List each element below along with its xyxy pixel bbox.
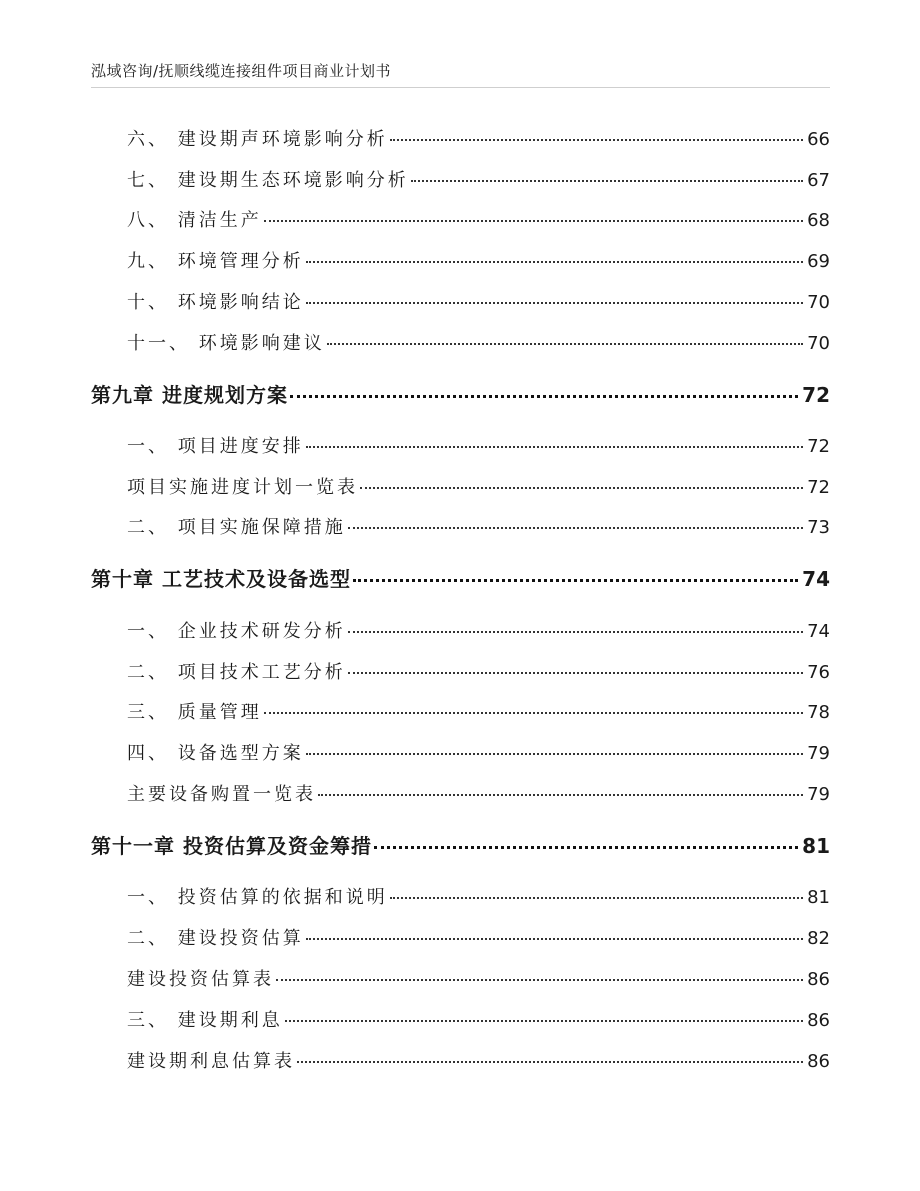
toc-dot-leader <box>348 672 803 674</box>
toc-entry-page: 67 <box>807 170 830 191</box>
toc-entry-page: 69 <box>807 251 830 272</box>
toc-entry[interactable] <box>127 617 830 643</box>
toc-entry-title: 建设投资估算表 <box>127 969 274 990</box>
toc-dot-leader <box>390 897 803 899</box>
toc-entry-title: 九、 环境管理分析 <box>127 251 304 272</box>
toc-entry[interactable] <box>127 1047 830 1073</box>
toc-entry-page: 76 <box>807 662 830 683</box>
toc-entry-title: 七、 建设期生态环境影响分析 <box>127 170 409 191</box>
toc-dot-leader <box>276 979 803 981</box>
toc-dot-leader <box>297 1061 803 1063</box>
toc-dot-leader <box>374 846 798 849</box>
toc-entry-title: 三、 质量管理 <box>127 702 262 723</box>
toc-dot-leader <box>353 579 798 582</box>
toc-entry-title: 项目实施进度计划一览表 <box>127 477 358 498</box>
toc-entry[interactable] <box>127 965 830 991</box>
toc-entry-page: 68 <box>807 210 830 231</box>
toc-entry-title: 三、 建设期利息 <box>127 1010 283 1031</box>
toc-chapter-title: 第十章 工艺技术及设备选型 <box>91 567 351 591</box>
toc-entry-page: 86 <box>807 969 830 990</box>
toc-entry[interactable] <box>127 739 830 765</box>
toc-entry[interactable] <box>127 473 830 499</box>
toc-dot-leader <box>306 446 803 448</box>
toc-chapter-title: 第九章 进度规划方案 <box>91 383 288 407</box>
toc-entry-title: 一、 企业技术研发分析 <box>127 621 346 642</box>
toc-entry[interactable] <box>127 658 830 684</box>
toc-entry[interactable] <box>127 247 830 273</box>
toc-dot-leader <box>306 302 803 304</box>
toc-entry-title: 八、 清洁生产 <box>127 210 262 231</box>
toc-entry-title: 六、 建设期声环境影响分析 <box>127 129 388 150</box>
toc-dot-leader <box>360 487 803 489</box>
toc-entry-title: 一、 项目进度安排 <box>127 436 304 457</box>
toc-entry-page: 72 <box>807 477 830 498</box>
toc-entry-title: 一、 投资估算的依据和说明 <box>127 887 388 908</box>
toc-dot-leader <box>264 220 803 222</box>
toc-entry-page: 81 <box>807 887 830 908</box>
toc-entry[interactable] <box>127 780 830 806</box>
header-divider <box>91 87 830 88</box>
toc-entry-title: 主要设备购置一览表 <box>127 784 316 805</box>
toc-chapter-page: 74 <box>802 567 830 591</box>
toc-entry-page: 78 <box>807 702 830 723</box>
toc-entry[interactable] <box>127 698 830 724</box>
toc-dot-leader <box>264 712 803 714</box>
toc-entry-title: 十、 环境影响结论 <box>127 292 304 313</box>
toc-dot-leader <box>348 527 803 529</box>
toc-entry-page: 70 <box>807 292 830 313</box>
toc-chapter-title: 第十一章 投资估算及资金筹措 <box>91 834 372 858</box>
toc-entry[interactable] <box>127 1006 830 1032</box>
toc-dot-leader <box>390 139 803 141</box>
toc-entry[interactable] <box>127 288 830 314</box>
toc-dot-leader <box>411 180 803 182</box>
toc-entry-page: 74 <box>807 621 830 642</box>
toc-entry-page: 79 <box>807 784 830 805</box>
toc-entry[interactable] <box>127 883 830 909</box>
toc-dot-leader <box>306 938 803 940</box>
toc-chapter-page: 81 <box>802 834 830 858</box>
toc-entry[interactable] <box>127 924 830 950</box>
toc-chapter-page: 72 <box>802 383 830 407</box>
toc-entry-page: 82 <box>807 928 830 949</box>
toc-entry[interactable] <box>127 513 830 539</box>
toc-entry-title: 建设期利息估算表 <box>127 1051 295 1072</box>
toc-dot-leader <box>306 753 803 755</box>
toc-entry-page: 86 <box>807 1010 830 1031</box>
toc-dot-leader <box>318 794 803 796</box>
toc-dot-leader <box>290 395 798 398</box>
toc-chapter-entry[interactable] <box>91 830 830 859</box>
toc-entry[interactable] <box>127 125 830 151</box>
toc-entry-title: 十一、 环境影响建议 <box>127 333 325 354</box>
toc-entry-page: 73 <box>807 517 830 538</box>
toc-entry[interactable] <box>127 329 830 355</box>
toc-dot-leader <box>306 261 803 263</box>
toc-entry[interactable] <box>127 206 830 232</box>
toc-dot-leader <box>285 1020 803 1022</box>
toc-entry-title: 四、 设备选型方案 <box>127 743 304 764</box>
toc-entry-page: 70 <box>807 333 830 354</box>
toc-entry-page: 66 <box>807 129 830 150</box>
toc-entry-page: 79 <box>807 743 830 764</box>
document-header: 泓域咨询/抚顺线缆连接组件项目商业计划书 <box>91 62 392 80</box>
toc-entry-title: 二、 建设投资估算 <box>127 928 304 949</box>
toc-chapter-entry[interactable] <box>91 563 830 592</box>
toc-dot-leader <box>327 343 803 345</box>
toc-entry-title: 二、 项目实施保障措施 <box>127 517 346 538</box>
toc-chapter-entry[interactable] <box>91 379 830 408</box>
toc-entry[interactable] <box>127 432 830 458</box>
toc-entry-title: 二、 项目技术工艺分析 <box>127 662 346 683</box>
toc-entry[interactable] <box>127 166 830 192</box>
toc-dot-leader <box>348 631 803 633</box>
toc-entry-page: 86 <box>807 1051 830 1072</box>
toc-entry-page: 72 <box>807 436 830 457</box>
